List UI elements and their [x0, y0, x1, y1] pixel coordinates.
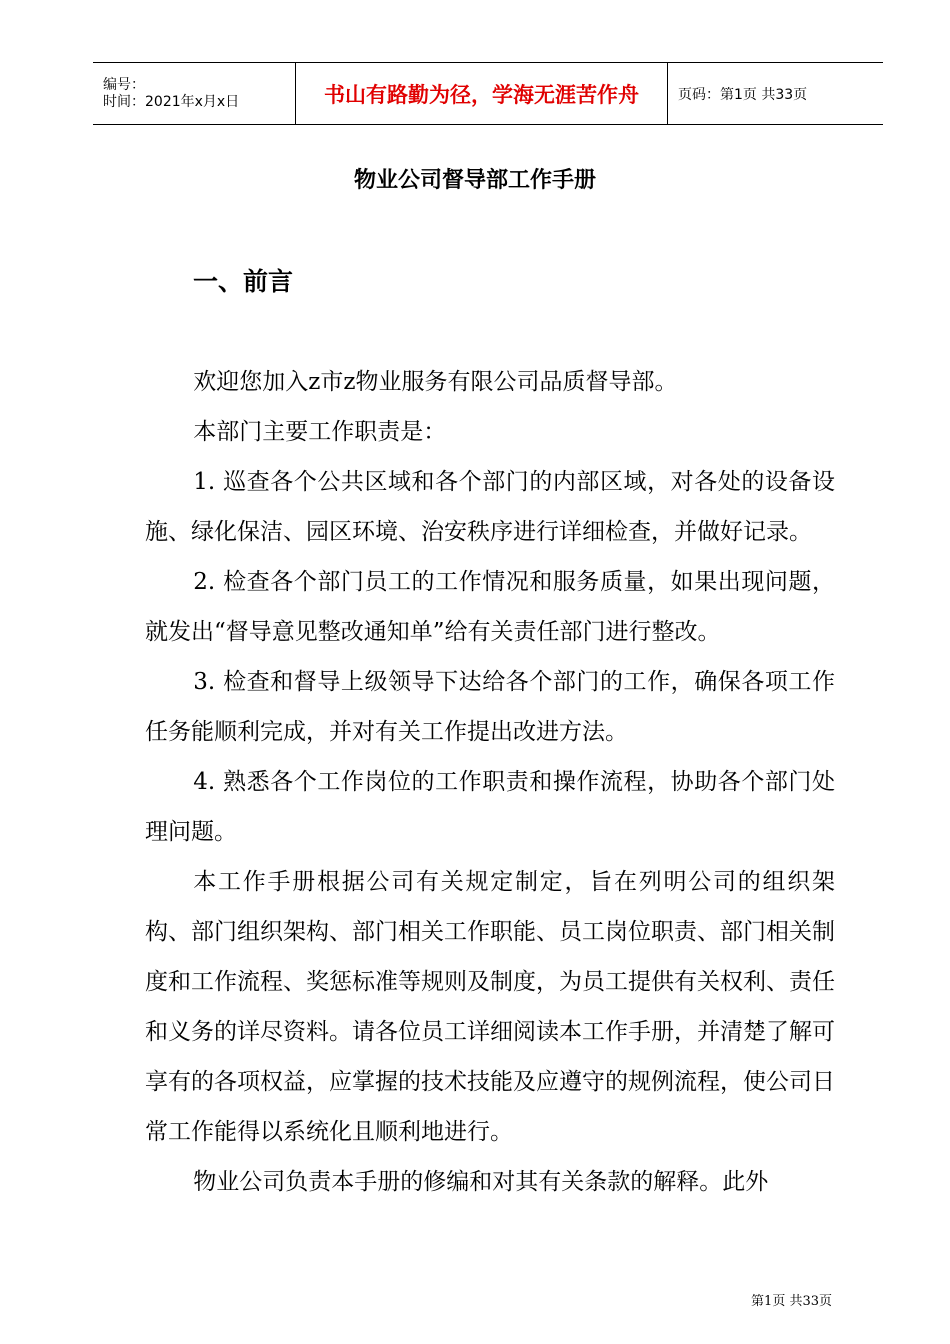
body-text: [145, 357, 835, 1207]
document-title: 物业公司督导部工作手册: [353, 168, 596, 193]
page-header: [93, 62, 883, 125]
motto-text: 书山有路勤为径，学海无涯苦作舟: [324, 82, 639, 107]
paragraph-welcome: 欢迎您加入z市z物业服务有限公司品质督导部。: [193, 369, 678, 395]
paragraph-duty-1: 1. 巡查各个公共区域和各个部门的内部区域，对各处的设备设施、绿化保洁、园区环境、治安秩序进行详细检查，并做好记录。: [145, 469, 835, 545]
page-footer: 第1页 共33页: [751, 1294, 832, 1309]
paragraph-duties-intro: 本部门主要工作职责是：: [193, 419, 447, 445]
paragraph-manual-purpose: 本工作手册根据公司有关规定制定，旨在列明公司的组织架构、部门组织架构、部门相关工作职能、员工岗位职责、部门相关制度和工作流程、奖惩标准等规则及制度，为员工提供有关权利、责任和义务的详尽资料。请各位员工详细阅读本工作手册，并清楚了解可享有的各项权益，应掌握的技术技能及应遵守的规例流程，使公司日常工作能得以系统化且顺利地进行。: [145, 869, 835, 1145]
paragraph-duty-4: 4. 熟悉各个工作岗位的工作职责和操作流程，协助各个部门处理问题。: [145, 769, 835, 845]
section-heading: 一、前言: [193, 267, 294, 296]
paragraph-duty-2: 2. 检查各个部门员工的工作情况和服务质量，如果出现问题，就发出“督导意见整改通知单”给有关责任部门进行整改。: [145, 569, 835, 645]
paragraph-duty-3: 3. 检查和督导上级领导下达给各个部门的工作，确保各项工作任务能顺利完成，并对有关工作提出改进方法。: [145, 669, 835, 745]
time-label: 时间：2021年x月x日: [103, 93, 240, 110]
header-meta: [93, 63, 295, 124]
header-motto: [295, 63, 668, 124]
paragraph-revision: 物业公司负责本手册的修编和对其有关条款的解释。此外: [193, 1169, 769, 1195]
header-page-info: [668, 63, 883, 124]
number-label: 编号：: [103, 76, 145, 93]
page-info-text: 页码：第1页 共33页: [678, 86, 808, 103]
